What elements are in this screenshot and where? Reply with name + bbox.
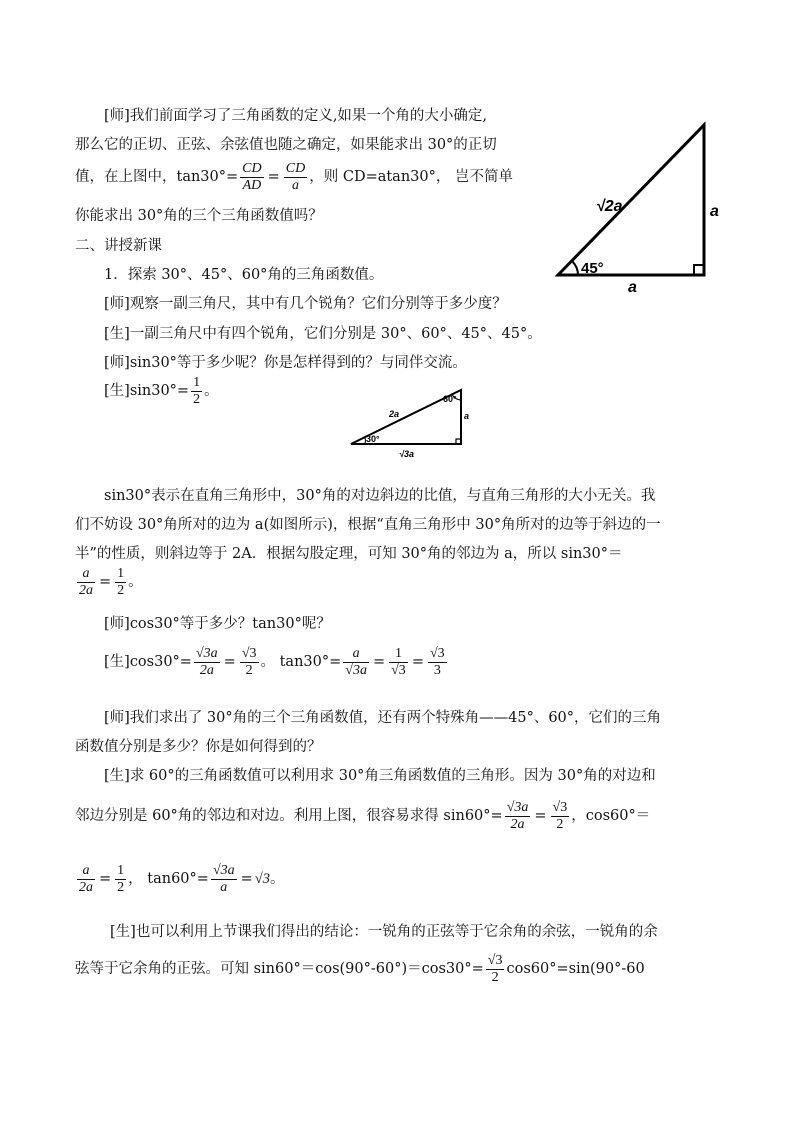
bottom-side-label-root3a: √3a (399, 449, 414, 459)
para4-line2-prefix: 邻边分别是 60°角的邻边和对边。利用上图，很容易求得 sin60°= (75, 808, 503, 824)
para2-line3: 半”的性质，则斜边等于 2A．根据勾股定理，可知 30°角的邻边为 a，所以 sin30°＝ (75, 546, 623, 562)
bottom-side-label: a (628, 279, 637, 295)
triangle-30-60-figure (345, 386, 475, 462)
fraction-root3a-2a: $\frac{√3a}{2a}$ (195, 645, 218, 678)
para1-line2: 那么它的正切、正弦、余弦值也随之确定，如果能求出 30°的正切 (75, 137, 497, 153)
fraction-a-2a: $\frac{a}{2a}$ (79, 565, 93, 598)
fraction-root3-2: $\frac{√3}{2}$ (241, 645, 257, 678)
fraction-cd-a: $\frac{CD}{a}$ (285, 160, 306, 193)
para1-line3-prefix: 值，在上图中，tan30°= (75, 169, 239, 185)
angle-label: 45° (581, 260, 604, 277)
fraction-cd-ad: $\frac{CD}{AD}$ (242, 160, 262, 193)
teacher-question-2: [师]sin30°等于多少呢？你是怎样得到的？与同伴交流。 (104, 355, 467, 371)
student-answer-3: [生]cos30°= $\frac{√3a}{2a}$ = $\frac{√3}{2}$ 。 tan30°= $\frac{a}{√3a}$ = $\frac{1}{√3}$ = $\frac{√3}{3}$ (104, 645, 445, 678)
hypotenuse-label: √2a (596, 198, 623, 215)
para4-line1: [生]求 60°的三角函数值可以利用求 30°角三角函数值的三角形。因为 30°角的对边和 (104, 768, 656, 784)
teacher-question-1: [师]观察一副三角尺，其中有几个锐角？它们分别等于多少度？ (104, 296, 507, 312)
hypotenuse-label-2a: 2a (389, 409, 400, 419)
fraction-sin60-a: $\frac{√3a}{2a}$ (506, 799, 529, 832)
angle-label-60: 60° (443, 394, 457, 404)
para1-line1: [师]我们前面学习了三角函数的定义,如果一个角的大小确定, (104, 108, 488, 124)
para3-line1: [师]我们求出了 30°角的三个三角函数值，还有两个特殊角——45°、60°，它们的三角 (104, 710, 662, 726)
fraction-cos60-a: $\frac{a}{2a}$ (79, 862, 93, 895)
fraction-cos30: $\frac{√3}{2}$ (487, 952, 503, 985)
para3-line2: 函数值分别是多少？你是如何得到的？ (75, 739, 322, 755)
fraction-a-root3a: $\frac{a}{√3a}$ (345, 645, 367, 678)
fraction-1-root3: $\frac{1}{√3}$ (391, 645, 406, 678)
para5-line1: [生]也可以利用上节课我们得出的结论：一锐角的正弦等于它余角的余弦，一锐角的余 (110, 924, 658, 940)
fraction-sin60-b: $\frac{√3}{2}$ (552, 799, 568, 832)
right-side-label-a: a (464, 411, 470, 421)
para2-line1: sin30°表示在直角三角形中，30°角的对边斜边的比值，与直角三角形的大小无关。我 (104, 488, 656, 504)
item-1: 1．探索 30°、45°、60°角的三角函数值。 (104, 267, 384, 283)
fraction-tan60: $\frac{√3a}{a}$ (212, 862, 235, 895)
answer-2-prefix: [生]sin30°= (104, 383, 190, 399)
para5-line2-prefix: 弦等于它余角的正弦。可知 sin60°＝cos(90°-60°)＝cos30°= (75, 961, 484, 977)
triangle-45-figure (552, 120, 732, 295)
para1-line3: 值，在上图中，tan30°= $\frac{CD}{AD}$ = $\frac{CD}{a}$ ，则 CD=atan30°， 岂不简单 (75, 160, 513, 193)
para2-line4: $\frac{a}{2a}$ = $\frac{1}{2}$ 。 (79, 565, 143, 598)
para4-line3: $\frac{a}{2a}$ = $\frac{1}{2}$ ， tan60°= $\frac{√3a}{a}$ = √3。 (79, 862, 285, 895)
para5-line2-suffix: cos60°=sin(90°-60 (506, 961, 645, 977)
fraction-root3-3: $\frac{√3}{3}$ (429, 645, 445, 678)
angle-label-30: 30° (366, 434, 380, 444)
fraction-cos60-b: $\frac{1}{2}$ (117, 862, 125, 895)
student-answer-1: [生]一副三角尺中有四个锐角，它们分别是 30°、60°、45°、45°。 (104, 326, 542, 342)
fraction-1-2: $\frac{1}{2}$ (117, 565, 125, 598)
answer-3-prefix: [生]cos30°= (104, 654, 192, 670)
para4-line2-suffix: ，cos60°＝ (571, 808, 651, 824)
angle-arc (572, 261, 578, 275)
teacher-question-3: [师]cos30°等于多少？tan30°呢？ (104, 616, 331, 632)
para4-line2: 邻边分别是 60°角的邻边和对边。利用上图，很容易求得 sin60°= $\frac{√3a}{2a}$ = $\frac{√3}{2}$ ，cos60°＝ (75, 799, 651, 832)
section-title: 二、讲授新课 (75, 238, 162, 254)
right-side-label: a (710, 203, 719, 220)
para5-line2 (75, 950, 645, 988)
para2-line2: 们不妨设 30°角所对的边为 a(如图所示)，根据“直角三角形中 30°角所对的边等于斜边的一 (75, 517, 661, 533)
para1-line4: 你能求出 30°角的三个三角函数值吗？ (75, 208, 323, 224)
fraction-one-half: $\frac{1}{2}$ (193, 374, 201, 407)
para1-line3-suffix: ，则 CD=atan30°， 岂不简单 (309, 169, 513, 185)
student-answer-2: [生]sin30°= $\frac{1}{2}$ 。 (104, 374, 219, 407)
triangle-45-outline (558, 125, 704, 275)
